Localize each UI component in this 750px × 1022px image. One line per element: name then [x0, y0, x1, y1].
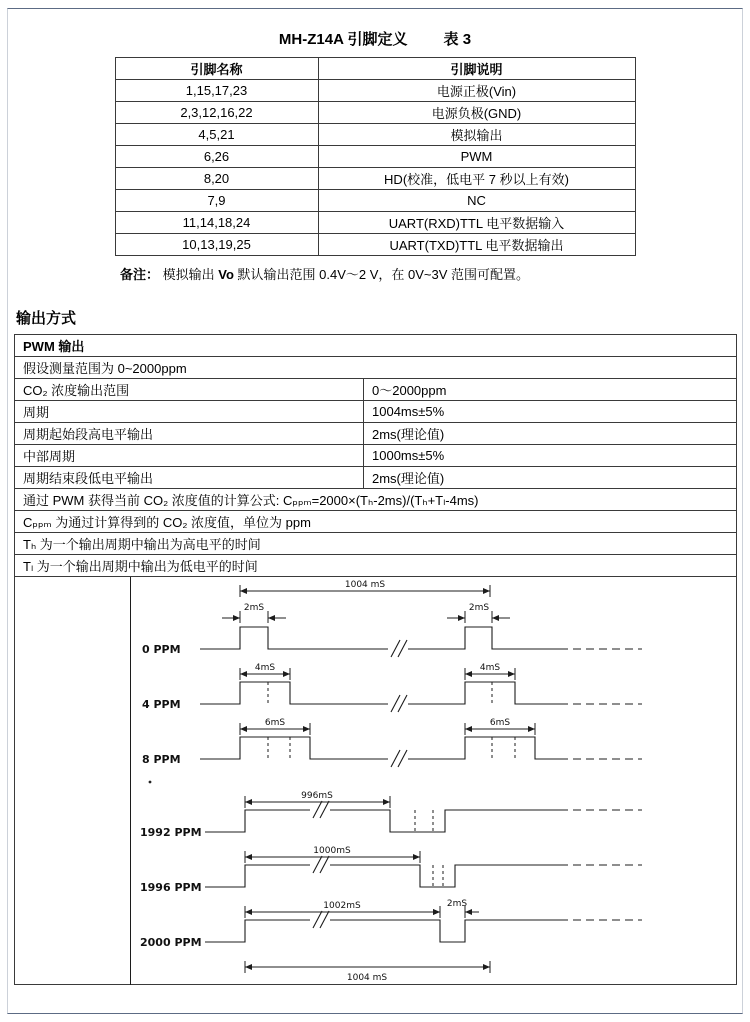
- table-row: [115, 146, 635, 168]
- diagram-row-label: 1996 PPM: [140, 881, 202, 894]
- pin-definition-table: [115, 57, 636, 256]
- dimension-996ms: [245, 791, 390, 808]
- spec-label: 周期结束段低电平输出: [15, 467, 364, 489]
- pin-desc-header: 引脚说明: [318, 58, 635, 80]
- pwm-timing-diagram: [130, 577, 730, 985]
- dimension-6ms-right: [465, 718, 535, 735]
- spec-value: 2ms(理论值): [364, 467, 737, 489]
- table-row: [115, 80, 635, 102]
- table-row: [115, 124, 635, 146]
- pin-name-cell: 2,3,12,16,22: [115, 102, 318, 124]
- annotation-2ms: 2mS: [243, 603, 265, 613]
- pin-name-cell: 1,15,17,23: [115, 80, 318, 102]
- spec-value: 2ms(理论值): [364, 423, 737, 445]
- table-row: [115, 190, 635, 212]
- annotation-6ms: 6mS: [489, 718, 511, 728]
- pin-desc-cell: 模拟输出: [318, 124, 635, 146]
- pin-desc-cell: HD(校准，低电平 7 秒以上有效): [318, 168, 635, 190]
- pin-desc-cell: NC: [318, 190, 635, 212]
- table-row: [15, 423, 737, 445]
- table-row: [15, 577, 737, 985]
- line-break-symbol: [391, 750, 407, 767]
- annotation-4ms: 4mS: [479, 663, 501, 673]
- line-break-symbol: [313, 856, 329, 873]
- pin-desc-cell: UART(RXD)TTL 电平数据输入: [318, 212, 635, 234]
- table-row: [115, 168, 635, 190]
- line-break-symbol: [391, 695, 407, 712]
- pin-name-cell: 7,9: [115, 190, 318, 212]
- pin-desc-cell: 电源负极(GND): [318, 102, 635, 124]
- table-row: [15, 379, 737, 401]
- table-row: [15, 401, 737, 423]
- pin-desc-cell: 电源正极(Vin): [318, 80, 635, 102]
- pin-name-cell: 11,14,18,24: [115, 212, 318, 234]
- dimension-6ms-left: [240, 718, 310, 735]
- annotation-6ms: 6mS: [264, 718, 286, 728]
- note-vo: Vo: [218, 267, 234, 282]
- pin-name-cell: 6,26: [115, 146, 318, 168]
- annotation-period-top: 1004 mS: [344, 580, 386, 590]
- dimension-4ms-left: [240, 663, 290, 680]
- pwm-output-table: [14, 334, 737, 985]
- annotation-period-bottom: 1004 mS: [346, 973, 388, 983]
- pwm-table-title: PWM 输出: [15, 335, 737, 357]
- formula-note: Tₗ 为一个输出周期中输出为低电平的时间: [15, 555, 737, 577]
- table-row: [15, 511, 737, 533]
- dimension-period-bottom: [245, 961, 490, 983]
- dimension-2ms-gap: [426, 899, 479, 918]
- diagram-row-label: 1992 PPM: [140, 826, 202, 839]
- annotation-2ms: 2mS: [468, 603, 490, 613]
- pwm-assumption: 假设测量范围为 0~2000ppm: [15, 357, 737, 379]
- pin-name-cell: 8,20: [115, 168, 318, 190]
- analog-output-note: [120, 264, 750, 283]
- table-row: [15, 335, 737, 357]
- waveform-8ppm: [200, 737, 560, 759]
- diagram-row-label: 4 PPM: [142, 698, 181, 711]
- table-row: [15, 445, 737, 467]
- pin-name-cell: 10,13,19,25: [115, 234, 318, 256]
- timing-diagram-cell: [15, 577, 737, 985]
- table-row: [15, 357, 737, 379]
- table-row: [15, 489, 737, 511]
- spec-label: 中部周期: [15, 445, 364, 467]
- line-break-symbol: [313, 801, 329, 818]
- note-text: 默认输出范围 0.4V～2 V，在 0V~3V 范围可配置。: [233, 267, 530, 282]
- annotation-1002ms: 1002mS: [323, 901, 361, 911]
- spec-value: 1000ms±5%: [364, 445, 737, 467]
- ellipsis-dot: [149, 781, 152, 784]
- dimension-4ms-right: [465, 663, 515, 680]
- annotation-1000ms: 1000mS: [313, 846, 351, 856]
- pin-name-cell: 4,5,21: [115, 124, 318, 146]
- formula-note: Tₕ 为一个输出周期中输出为高电平的时间: [15, 533, 737, 555]
- spec-label: 周期: [15, 401, 364, 423]
- dimension-2ms-right: [447, 603, 510, 623]
- pin-desc-cell: PWM: [318, 146, 635, 168]
- table-row: [15, 555, 737, 577]
- diagram-row-label: 8 PPM: [142, 753, 181, 766]
- spec-label: CO₂ 浓度输出范围: [15, 379, 364, 401]
- dimension-period-top: [240, 580, 490, 597]
- diagram-row-label: 0 PPM: [142, 643, 181, 656]
- note-label: 备注：: [120, 267, 160, 282]
- table-number-label: 表 3: [443, 31, 472, 48]
- pwm-formula: 通过 PWM 获得当前 CO₂ 浓度值的计算公式: Cₚₚₘ=2000×(Tₕ-2ms)/(Tₕ+Tₗ-4ms): [15, 489, 737, 511]
- annotation-2ms: 2mS: [446, 899, 468, 909]
- waveform-1996ppm: [205, 865, 560, 887]
- pin-name-header: 引脚名称: [115, 58, 318, 80]
- dimension-2ms-left: [222, 603, 286, 623]
- table-row: [115, 212, 635, 234]
- line-break-symbol: [391, 640, 407, 657]
- pin-desc-cell: UART(TXD)TTL 电平数据输出: [318, 234, 635, 256]
- waveform-1992ppm: [205, 810, 560, 832]
- section-title-output-mode: 输出方式: [16, 310, 77, 327]
- table3-heading: [0, 28, 750, 49]
- spec-label: 周期起始段高电平输出: [15, 423, 364, 445]
- dimension-1000ms: [245, 846, 420, 863]
- diagram-row-label: 2000 PPM: [140, 936, 202, 949]
- note-text: 模拟输出: [162, 267, 219, 282]
- spec-value: 0～2000ppm: [364, 379, 737, 401]
- table-row: [15, 467, 737, 489]
- annotation-996ms: 996mS: [301, 791, 333, 801]
- table-row: [115, 234, 635, 256]
- waveform-2000ppm: [205, 920, 560, 942]
- waveform-0ppm: [200, 627, 560, 649]
- page-title: MH-Z14A 引脚定义: [278, 31, 408, 48]
- table-row: [15, 533, 737, 555]
- waveform-4ppm: [200, 682, 560, 704]
- annotation-4ms: 4mS: [254, 663, 276, 673]
- dimension-1002ms: [245, 901, 440, 918]
- line-break-symbol: [313, 911, 329, 928]
- formula-note: Cₚₚₘ 为通过计算得到的 CO₂ 浓度值，单位为 ppm: [15, 511, 737, 533]
- table-header-row: [115, 58, 635, 80]
- table-row: [115, 102, 635, 124]
- spec-value: 1004ms±5%: [364, 401, 737, 423]
